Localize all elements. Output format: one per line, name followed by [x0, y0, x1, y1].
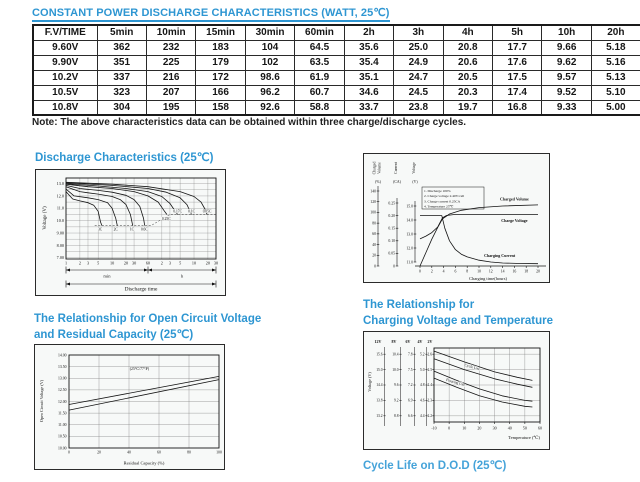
svg-text:50: 50 [522, 425, 527, 431]
svg-text:11.00: 11.00 [58, 423, 67, 428]
svg-text:2V: 2V [427, 339, 433, 344]
svg-text:12.00: 12.00 [57, 399, 67, 404]
svg-text:9.00: 9.00 [56, 230, 64, 236]
table-row [33, 40, 640, 55]
table-cell: 5h [493, 25, 542, 40]
svg-text:0.20: 0.20 [388, 213, 395, 218]
svg-text:60: 60 [157, 450, 161, 455]
svg-text:10.0: 10.0 [56, 218, 64, 224]
svg-text:4.8: 4.8 [420, 383, 425, 388]
svg-text:100: 100 [216, 450, 222, 455]
svg-text:14.0: 14.0 [406, 218, 413, 223]
table-cell: 25.0 [394, 40, 443, 55]
svg-text:13.0: 13.0 [406, 232, 413, 237]
chart-title-discharge-line: Discharge Characteristics (25℃) [35, 152, 214, 164]
svg-text:80: 80 [372, 221, 376, 226]
svg-text:20: 20 [97, 450, 101, 455]
svg-text:10: 10 [477, 269, 481, 274]
table-cell: 92.6 [245, 100, 294, 115]
svg-text:8.8: 8.8 [394, 414, 399, 419]
table-cell: 232 [146, 40, 195, 55]
svg-text:60: 60 [145, 260, 151, 266]
svg-text:3C: 3C [98, 227, 103, 232]
table-cell: 17.4 [493, 85, 542, 100]
table-cell: 10h [542, 25, 591, 40]
svg-text:6: 6 [454, 269, 457, 274]
svg-text:13.0: 13.0 [56, 180, 64, 186]
svg-text:20: 20 [372, 253, 376, 258]
svg-text:0.1C: 0.1C [188, 209, 195, 214]
chart-title-cycle-life [363, 458, 506, 474]
table-cell: 10.2V [33, 70, 97, 85]
svg-text:Voltage (V): Voltage (V) [43, 206, 48, 230]
svg-text:10: 10 [109, 260, 115, 266]
svg-text:3: 3 [86, 260, 90, 266]
svg-text:30: 30 [131, 260, 137, 266]
table-cell: 20.3 [443, 85, 492, 100]
svg-text:Floating Use: Floating Use [445, 377, 466, 388]
svg-text:10.50: 10.50 [57, 434, 67, 439]
table-cell: 216 [146, 70, 195, 85]
svg-text:10.0: 10.0 [392, 367, 399, 372]
chart-title-charging-line2: Charging Voltage and Temperature [363, 315, 553, 327]
svg-text:7.00: 7.00 [56, 255, 64, 261]
table-row [33, 85, 640, 100]
ocv-chart-svg [35, 345, 224, 469]
chart-title-ocv-line1: The Relationship for Open Circuit Voltage [34, 313, 262, 325]
svg-text:2.3: 2.3 [427, 398, 432, 403]
svg-text:1: 1 [64, 260, 68, 266]
table-cell: 96.2 [245, 85, 294, 100]
svg-text:40: 40 [507, 425, 512, 431]
svg-text:8.00: 8.00 [56, 242, 64, 248]
table-cell: 9.62 [542, 55, 591, 70]
charging-voltage-temperature-chart [363, 331, 550, 450]
svg-text:(25℃/77℉): (25℃/77℉) [129, 367, 150, 372]
table-cell: 17.7 [493, 40, 542, 55]
table-cell: F.V/TIME [33, 25, 97, 40]
svg-text:0.25: 0.25 [388, 201, 395, 206]
table-cell: 166 [196, 85, 245, 100]
svg-text:9.2: 9.2 [394, 398, 399, 403]
svg-text:0: 0 [419, 269, 421, 274]
svg-text:3: 3 [168, 260, 171, 266]
svg-text:10.00: 10.00 [57, 446, 67, 451]
table-cell: 60min [295, 25, 344, 40]
svg-text:2. Charge voltage 2.40V/cell: 2. Charge voltage 2.40V/cell [424, 194, 465, 199]
svg-text:Current: Current [394, 162, 398, 174]
svg-text:0.05: 0.05 [388, 251, 395, 256]
svg-text:12.50: 12.50 [57, 388, 67, 393]
svg-text:Voltage: Voltage [412, 162, 416, 174]
svg-text:20: 20 [123, 260, 129, 266]
svg-text:6.9: 6.9 [408, 398, 413, 403]
table-cell: 24.9 [394, 55, 443, 70]
svg-text:15.6: 15.6 [376, 352, 383, 357]
svg-text:11.50: 11.50 [58, 411, 67, 416]
svg-text:5.0: 5.0 [420, 367, 425, 372]
svg-text:7.8: 7.8 [408, 352, 413, 357]
svg-text:10: 10 [462, 425, 467, 431]
svg-text:20: 20 [477, 425, 482, 431]
svg-text:120: 120 [370, 200, 376, 205]
table-cell: 9.52 [542, 85, 591, 100]
svg-text:0.10: 0.10 [388, 239, 395, 244]
table-cell: 24.5 [394, 85, 443, 100]
svg-text:Charge Voltage: Charge Voltage [501, 218, 528, 224]
svg-text:-10: -10 [431, 425, 437, 431]
table-cell: 20.6 [443, 55, 492, 70]
svg-text:4V: 4V [417, 339, 423, 344]
svg-text:(CA): (CA) [393, 180, 401, 184]
svg-text:13.8: 13.8 [376, 398, 383, 403]
svg-text:Charged: Charged [372, 161, 377, 175]
svg-text:8V: 8V [391, 339, 397, 344]
charge-temp-chart-svg [364, 332, 549, 449]
chart-title-ocv [34, 311, 261, 343]
table-cell: 3h [394, 25, 443, 40]
table-cell: 9.60V [33, 40, 97, 55]
svg-text:8: 8 [466, 269, 469, 274]
svg-text:h: h [180, 273, 184, 279]
svg-text:30: 30 [492, 425, 497, 431]
svg-text:5: 5 [179, 260, 182, 266]
svg-text:Temperature (℃): Temperature (℃) [508, 435, 540, 440]
svg-text:140: 140 [370, 189, 376, 194]
svg-text:20: 20 [536, 269, 540, 274]
table-cell: 24.7 [394, 70, 443, 85]
table-cell: 17.5 [493, 70, 542, 85]
svg-text:5: 5 [97, 260, 100, 266]
table-cell: 60.7 [295, 85, 344, 100]
svg-text:2: 2 [78, 260, 81, 266]
svg-text:7.5: 7.5 [408, 367, 413, 372]
table-cell: 102 [245, 55, 294, 70]
table-cell: 183 [196, 40, 245, 55]
svg-text:12.0: 12.0 [406, 246, 413, 251]
svg-text:0.15: 0.15 [388, 226, 395, 231]
table-cell: 5.18 [591, 40, 640, 55]
svg-text:5.2: 5.2 [420, 352, 425, 357]
svg-text:13.2: 13.2 [376, 414, 383, 419]
svg-text:15.0: 15.0 [376, 367, 383, 372]
svg-text:Charged Volume: Charged Volume [500, 196, 529, 202]
svg-text:0: 0 [448, 425, 451, 431]
table-row [33, 100, 640, 115]
svg-text:2.5: 2.5 [427, 367, 432, 372]
table-cell: 323 [97, 85, 146, 100]
svg-text:Charging Current: Charging Current [484, 253, 516, 259]
svg-text:40: 40 [372, 242, 376, 247]
svg-text:Cycle Use: Cycle Use [464, 362, 481, 372]
svg-text:60: 60 [538, 425, 543, 431]
table-cell: 362 [97, 40, 146, 55]
table-cell: 30min [245, 25, 294, 40]
table-header-row [33, 25, 640, 40]
table-cell: 351 [97, 55, 146, 70]
table-row [33, 55, 640, 70]
chart-title-cycle-life-line: Cycle Life on D.O.D (25℃) [363, 460, 507, 472]
table-cell: 4h [443, 25, 492, 40]
svg-text:1. Discharge 100%: 1. Discharge 100% [424, 189, 451, 193]
svg-text:4. Temperature 25℃: 4. Temperature 25℃ [424, 204, 454, 209]
svg-text:6.6: 6.6 [408, 414, 413, 419]
svg-text:80: 80 [187, 450, 191, 455]
charge-chart-svg [364, 154, 549, 282]
svg-text:14: 14 [500, 269, 505, 274]
table-cell: 9.57 [542, 70, 591, 85]
table-cell: 19.7 [443, 100, 492, 115]
table-cell: 9.66 [542, 40, 591, 55]
table-cell: 15min [196, 25, 245, 40]
table-cell: 58.8 [295, 100, 344, 115]
svg-text:6V: 6V [405, 339, 411, 344]
table-row [33, 70, 640, 85]
table-cell: 104 [245, 40, 294, 55]
table-cell: 98.6 [245, 70, 294, 85]
table-cell: 225 [146, 55, 195, 70]
svg-text:18: 18 [524, 269, 529, 274]
svg-text:10.4: 10.4 [392, 352, 399, 357]
svg-text:15.0: 15.0 [406, 204, 413, 209]
svg-text:(V): (V) [412, 180, 418, 184]
page-title: CONSTANT POWER DISCHARGE CHARACTERISTICS (WATT, 25℃) [32, 6, 390, 22]
table-cell: 5.10 [591, 85, 640, 100]
chart-title-discharge [35, 150, 213, 166]
svg-text:1C: 1C [129, 227, 135, 232]
table-cell: 10.5V [33, 85, 97, 100]
svg-text:12: 12 [488, 269, 493, 274]
table-cell: 5.13 [591, 70, 640, 85]
charge-characteristics-chart [363, 153, 550, 283]
svg-text:12V: 12V [374, 339, 382, 344]
table-cell: 61.9 [295, 70, 344, 85]
chart-title-charging-voltage [363, 297, 553, 329]
svg-text:2.6: 2.6 [427, 352, 432, 357]
table-cell: 195 [146, 100, 195, 115]
svg-text:2.4: 2.4 [427, 383, 432, 388]
table-cell: 23.8 [394, 100, 443, 115]
discharge-chart-svg [36, 170, 225, 295]
table-cell: 63.5 [295, 55, 344, 70]
table-cell: 10.8V [33, 100, 97, 115]
svg-text:100: 100 [370, 210, 376, 215]
table-cell: 2h [344, 25, 393, 40]
svg-text:12.0: 12.0 [56, 193, 64, 199]
svg-text:Open Circuit Voltage (V): Open Circuit Voltage (V) [39, 379, 44, 423]
svg-text:13.50: 13.50 [57, 364, 67, 369]
table-cell: 337 [97, 70, 146, 85]
svg-text:4: 4 [442, 269, 445, 274]
svg-text:20: 20 [205, 260, 210, 266]
table-cell: 179 [196, 55, 245, 70]
chart-title-charging-line1: The Relationship for [363, 299, 475, 311]
svg-text:7.2: 7.2 [408, 383, 413, 388]
svg-text:0.17C: 0.17C [173, 209, 183, 214]
svg-text:40: 40 [127, 450, 131, 455]
svg-text:14.4: 14.4 [376, 383, 383, 388]
discharge-table [32, 24, 640, 116]
table-cell: 5.00 [591, 100, 640, 115]
table-cell: 34.6 [344, 85, 393, 100]
table-cell: 9.33 [542, 100, 591, 115]
svg-text:9.6: 9.6 [394, 383, 399, 388]
svg-text:14.00: 14.00 [57, 353, 67, 358]
svg-text:13.00: 13.00 [57, 376, 67, 381]
svg-text:Discharge time: Discharge time [124, 286, 158, 293]
ocv-residual-capacity-chart [34, 344, 225, 470]
table-cell: 20.5 [443, 70, 492, 85]
table-cell: 158 [196, 100, 245, 115]
svg-text:min: min [103, 273, 111, 279]
svg-text:16: 16 [512, 269, 517, 274]
svg-text:2: 2 [160, 260, 163, 266]
svg-text:0.05C: 0.05C [202, 209, 212, 214]
svg-text:(%): (%) [375, 180, 381, 184]
svg-text:3. Charge current 0.25CA: 3. Charge current 0.25CA [424, 199, 461, 204]
svg-text:0.6C: 0.6C [140, 227, 148, 232]
table-cell: 207 [146, 85, 195, 100]
svg-text:60: 60 [372, 232, 376, 237]
table-cell: 304 [97, 100, 146, 115]
svg-text:Charging time(hours): Charging time(hours) [469, 276, 507, 281]
svg-text:11.0: 11.0 [406, 260, 413, 265]
svg-text:2C: 2C [113, 227, 118, 232]
table-cell: 9.90V [33, 55, 97, 70]
svg-text:0: 0 [374, 264, 376, 269]
table-cell: 33.7 [344, 100, 393, 115]
table-cell: 172 [196, 70, 245, 85]
table-cell: 35.1 [344, 70, 393, 85]
svg-text:4.6: 4.6 [420, 398, 425, 403]
svg-text:Residual Capacity (%): Residual Capacity (%) [123, 460, 165, 466]
note-text: Note: The above characteristics data can be obtained within three charge/discharge cycles. [32, 117, 467, 128]
svg-text:Voltage (V): Voltage (V) [367, 372, 372, 392]
svg-text:10: 10 [191, 260, 197, 266]
svg-text:2: 2 [430, 269, 433, 274]
table-cell: 35.6 [344, 40, 393, 55]
svg-text:4.4: 4.4 [420, 414, 425, 419]
svg-text:0: 0 [68, 450, 70, 455]
table-cell: 5min [97, 25, 146, 40]
svg-text:Volume: Volume [377, 162, 382, 174]
discharge-characteristics-chart [35, 169, 226, 296]
table-cell: 20h [591, 25, 640, 40]
svg-text:2.2: 2.2 [427, 414, 432, 419]
svg-text:11.0: 11.0 [56, 205, 64, 211]
table-cell: 16.8 [493, 100, 542, 115]
table-cell: 5.16 [591, 55, 640, 70]
table-cell: 64.5 [295, 40, 344, 55]
svg-text:0: 0 [393, 264, 395, 269]
table-cell: 35.4 [344, 55, 393, 70]
svg-text:0.25C: 0.25C [161, 217, 171, 222]
chart-title-ocv-line2: and Residual Capacity (25℃) [34, 329, 194, 341]
table-cell: 17.6 [493, 55, 542, 70]
table-cell: 20.8 [443, 40, 492, 55]
table-cell: 10min [146, 25, 195, 40]
svg-text:30: 30 [213, 260, 219, 266]
